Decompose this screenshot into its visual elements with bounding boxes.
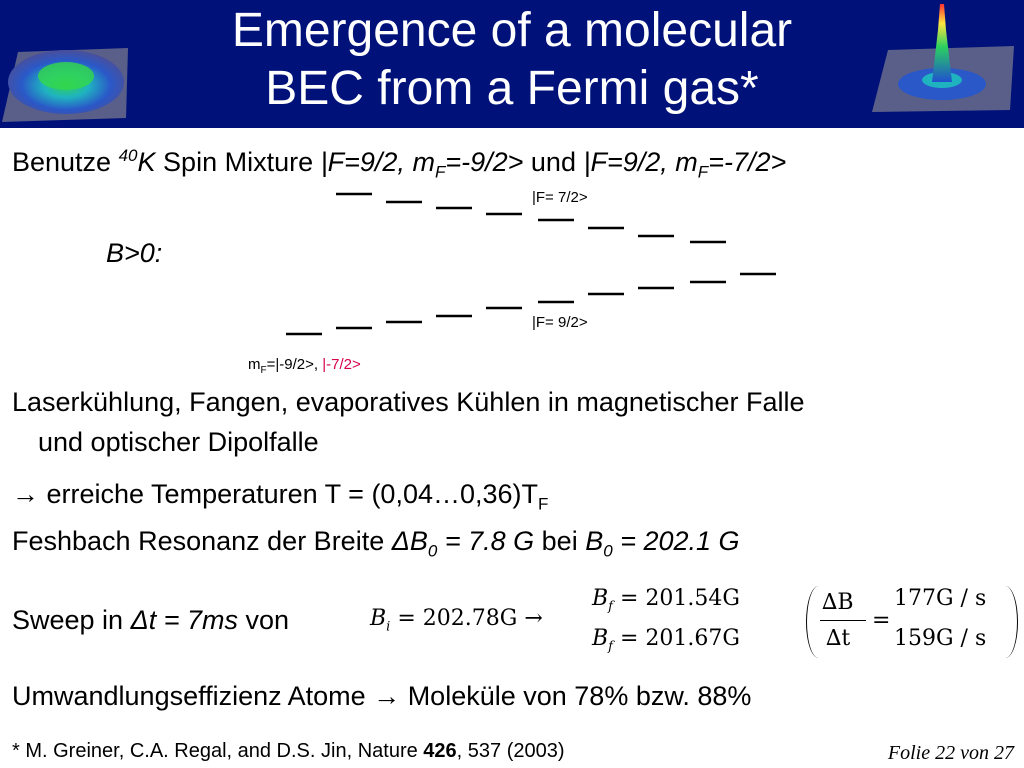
sweep-time: Δt = 7ms xyxy=(130,605,238,635)
rate-value-2: 159G / s xyxy=(894,626,987,651)
sweep-line: Sweep in Δt = 7ms von xyxy=(12,605,290,635)
lower-manifold-label: |F= 9/2> xyxy=(532,314,588,331)
cooling-line-1: Laserkühlung, Fangen, evaporatives Kühlen in magnetischer Falle xyxy=(12,387,805,417)
hyperfine-level-diagram xyxy=(0,170,1024,376)
rate-numerator: ∆B xyxy=(822,590,854,615)
title-banner xyxy=(0,0,1024,128)
final-field-equation-2: $B_f = 201.67G$ xyxy=(592,626,740,655)
spin-prefix: Benutze xyxy=(12,147,112,177)
feshbach-center: $B_0 = 202.1$ G xyxy=(585,526,740,561)
final-field-equation-1: $B_f = 201.54G$ xyxy=(592,586,740,615)
field-label: B>0: xyxy=(106,238,163,268)
mf-state-label: $m_F=|-9/2>$, |-7/2> xyxy=(248,356,361,376)
energy-levels xyxy=(0,170,1024,370)
state-2: |F=9/2, $m_F=-7/2>$ xyxy=(583,147,787,182)
fraction-bar xyxy=(820,620,866,621)
mf-highlight-label: |-7/2> xyxy=(322,356,361,373)
feshbach-width: $\Delta B_0 = 7.8$ G xyxy=(391,526,535,561)
isotope-symbol: K xyxy=(137,147,156,177)
cooling-line-2: und optischer Dipolfalle xyxy=(38,427,319,457)
upper-manifold-label: |F= 7/2> xyxy=(532,189,588,206)
temperature-line: → erreiche Temperaturen $T = (0,04\dots 0,36)T_F$ xyxy=(12,479,549,514)
reference-footnote: * M. Greiner, C.A. Regal, and D.S. Jin, Nature 426, 537 (2003) xyxy=(12,740,565,762)
title-line-2: BEC from a Fermi gas* xyxy=(265,62,759,115)
initial-field-equation: $B_i = 202.78G$ → xyxy=(370,606,543,635)
rate-value-1: 177G / s xyxy=(894,586,987,611)
und-text: und xyxy=(530,147,576,177)
rate-equals: = xyxy=(872,608,891,633)
lower-manifold-levels xyxy=(286,274,776,334)
title-line-1: Emergence of a molecular xyxy=(231,4,793,57)
slide-number: Folie 22 von 27 xyxy=(887,742,1014,764)
conversion-line: Umwandlungseffizienz Atome → Moleküle von 78% bzw. 88% xyxy=(12,681,752,711)
upper-manifold-levels xyxy=(336,194,726,242)
state-1: |F=9/2, $m_F=-9/2>$ xyxy=(320,147,524,182)
slide-title xyxy=(120,2,904,118)
spin-mixture-text: Spin Mixture xyxy=(163,147,314,177)
rate-denominator: ∆t xyxy=(826,626,851,651)
feshbach-line: Feshbach Resonanz der Breite $\Delta B_0 = 7.8$ G bei $B_0 = 202.1$ G xyxy=(12,526,740,561)
thermal-cloud-plot-image xyxy=(0,30,130,128)
isotope-mass: 40 xyxy=(118,146,138,165)
